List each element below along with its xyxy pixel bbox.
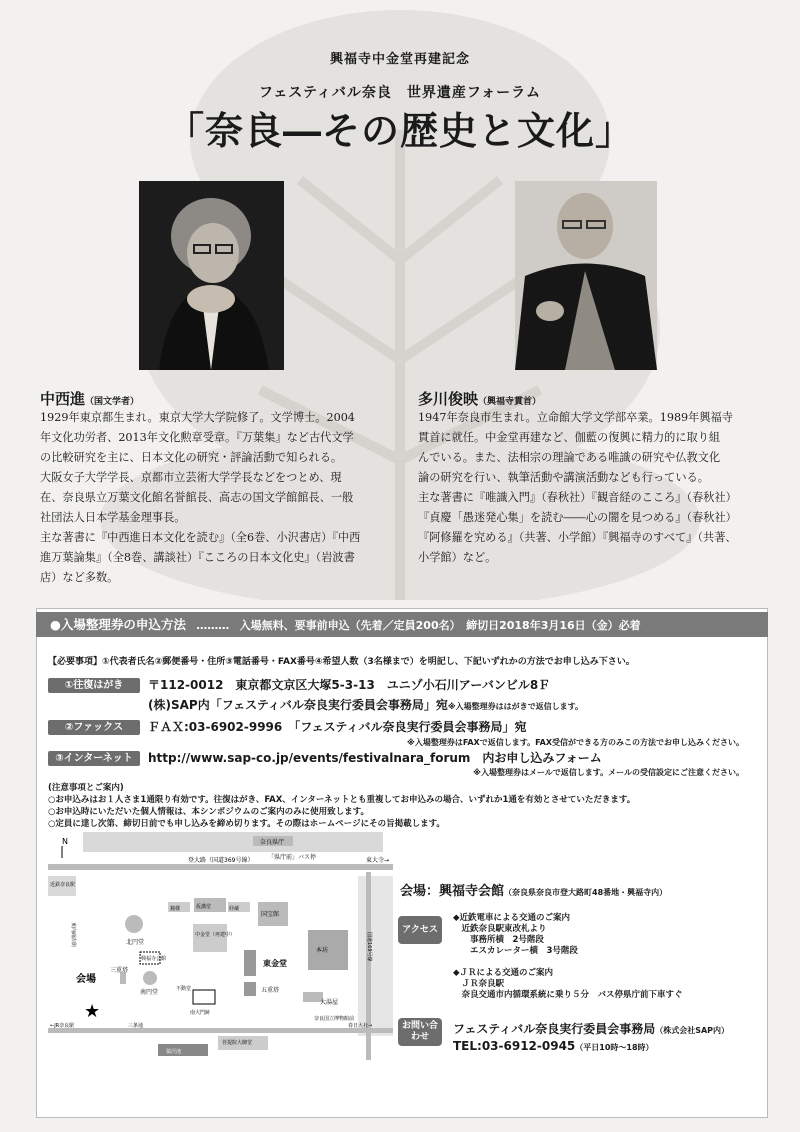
map-label-jr: ←JR奈良駅 bbox=[50, 1023, 75, 1029]
map-north-label: N bbox=[62, 837, 68, 846]
map-label-bus: 「県庁前」バス停 bbox=[268, 854, 317, 861]
notes-block: (注意事項とご案内) ○お申込みはお１人さま1通限り有効です。往復はがき、FAX、インターネットとも重複してお申込みの場合、いずれか1通を有効とさせていただきます。 ○お申込時にいただいた個人情報は、本シンポジウムのご案内のみに使用致します。 ○定員に達し次第、締切日前でも申し込みを締め切ります。その際はホームページにその旨掲載します。 bbox=[48, 783, 636, 829]
map-label-kyozo: 経蔵 bbox=[229, 906, 240, 912]
fax-note: ※入場整理券はFAXで返信します。FAX受信ができる方のみこの方法でお申し込みください。 bbox=[407, 738, 744, 747]
internet-url[interactable]: http://www.sap-co.jp/events/festivalnara_forum 内お申し込みフォーム bbox=[148, 751, 602, 765]
map-label-fudodo: 不動堂 bbox=[176, 986, 192, 992]
map-label-kokuhokan: 国宝館 bbox=[261, 911, 280, 918]
application-header: ●入場整理券の申込方法 ……… 入場無料、要事前申込（先着／定員200名） 締切日2018年3月16日（金）必着 bbox=[36, 612, 768, 637]
speaker-name-tagawa: 多川俊映（興福寺貫首） bbox=[418, 390, 542, 408]
map-label-sanjo: 三条通 bbox=[128, 1023, 144, 1029]
map-venue-star: ★ bbox=[84, 1001, 101, 1022]
map-label-nandaimon: 南大門跡 bbox=[190, 1010, 211, 1016]
map-label-kencho: 奈良県庁 bbox=[260, 839, 285, 846]
required-items: 【必要事項】①代表者氏名②郵便番号・住所③電話番号・FAX番号④希望人数（3名様まで）を明記し、下記いずれかの方法でお申し込み下さい。 bbox=[48, 657, 635, 667]
fax-number: ＦＡＸ:03-6902-9996 「フェスティバル奈良実行委員会事務局」宛 bbox=[148, 720, 527, 734]
speaker-bio-nakanishi: 1929年東京都生まれ。東京大学大学院修了。文学博士。2004 年文化功労者、2013年文化勲章受章。『万葉集』など古代文学 の比較研究を主に、日本文化の研究・評論活動で知られる。 大阪女子大学学長、京都市立芸術大学学長などをつとめ、現 在、奈良県立万葉文化館名誉館長、高志の国文学館館長、一般 社団法人日本学基金理事長。 主な著書に『中西進日本文化を読む』（全6巻、小沢書店）『中西 進万葉論集』（全8巻、講談社）『こころの日本文化史』（岩波書 店）など多数。 bbox=[40, 411, 361, 584]
map-label-noboroji: 登大路（国道369号線） bbox=[188, 857, 254, 864]
event-commemoration: 興福寺中金堂再建記念 bbox=[329, 52, 470, 67]
map-label-kaido: 興福寺会館 bbox=[141, 956, 167, 962]
contact-badge: お問い合わせ bbox=[398, 1018, 442, 1046]
access-info: ◆近鉄電車による交通のご案内 近鉄奈良駅東改札より 事務所横 2号階段 エスカレーター横 3号階段 ◆ＪＲによる交通のご案内 ＪＲ奈良駅 奈良交通市内循環系統に乗り５分 バス停県庁前下車すぐ bbox=[453, 913, 683, 1000]
map-label-route169: 国道169号線 bbox=[366, 932, 372, 962]
map-label-gojuto: 五重塔 bbox=[261, 987, 280, 994]
map-label-chukondo: 中金堂（再建中） bbox=[195, 932, 236, 938]
map-label-todaiji: 東大寺→ bbox=[366, 857, 390, 864]
map-label-hokuendo: 北円堂 bbox=[126, 939, 145, 946]
map-label-sanjuto: 三重塔 bbox=[110, 967, 129, 974]
event-title: 「奈良―その歴史と文化」 bbox=[165, 108, 634, 153]
speaker-photo-tagawa bbox=[515, 181, 657, 370]
map-label-kintetsu: 近鉄奈良駅 bbox=[50, 882, 76, 888]
method-label-postcard: ①往復はがき bbox=[48, 678, 140, 693]
internet-note: ※入場整理券はメールで返信します。メールの受信設定にご注意ください。 bbox=[473, 768, 744, 777]
contact-info: フェスティバル奈良実行委員会事務局（株式会社SAP内） TEL:03-6912-0945（平日10時～18時） bbox=[453, 1022, 730, 1053]
map-label-oyuya: 大湯屋 bbox=[320, 999, 339, 1006]
map-label-kodo: 仮講堂 bbox=[196, 904, 212, 910]
speaker-photo-nakanishi bbox=[139, 181, 284, 370]
map-label-bodaiin: 菩提院大御堂 bbox=[222, 1040, 253, 1046]
map-label-nanendo: 南円堂 bbox=[140, 989, 159, 996]
map-label-kasuga: 春日大社→ bbox=[348, 1023, 373, 1029]
method-label-fax: ②ファックス bbox=[48, 720, 140, 735]
postcard-recipient: (株)SAP内「フェスティバル奈良実行委員会事務局」宛※入場整理券ははがきで返信します。 bbox=[148, 698, 584, 712]
map-label-bus2: 奈良国立博物館前 bbox=[314, 1016, 355, 1022]
map-label-tokondo: 東金堂 bbox=[263, 959, 287, 968]
postcard-address: 〒112-0012 東京都文京区大塚5-3-13 ユニゾ小石川アーバンビル8Ｆ bbox=[148, 678, 551, 692]
map-venue-label: 会場 bbox=[76, 974, 96, 985]
map-label-shoro: 鐘楼 bbox=[170, 906, 181, 912]
speaker-bio-tagawa: 1947年奈良市生まれ。立命館大学文学部卒業。1989年興福寺 貫首に就任。中金堂再建など、伽藍の復興に精力的に取り組 んでいる。また、法相宗の理論である唯識の研究や仏教文化 論の研究を行い、執筆活動や講演活動なども行っている。 主な著書に『唯識入門』（春秋社）『観音経のこころ』（春秋社） 『貞慶「愚迷発心集」を読む――心の闇を見つめる』（春秋社） 『阿修羅を究める』（共著、小学館）『興福寺のすべて』（共著、 小学館）など。 bbox=[418, 411, 737, 564]
map-label-sarusawa: 猿沢池 bbox=[166, 1049, 182, 1055]
venue-name: 会場：興福寺会館（奈良県奈良市登大路町48番地・興福寺内） bbox=[400, 884, 668, 899]
map-label-honbo: 本坊 bbox=[316, 947, 329, 954]
venue-map bbox=[48, 832, 393, 1060]
method-label-internet: ③インターネット bbox=[48, 751, 140, 766]
event-subtitle: フェスティバル奈良 世界遺産フォーラム bbox=[258, 85, 542, 101]
speaker-name-nakanishi: 中西進（国文学者） bbox=[40, 390, 140, 408]
map-label-higashimuki: 東向商店街 bbox=[70, 922, 76, 948]
access-badge: アクセス bbox=[398, 916, 442, 944]
